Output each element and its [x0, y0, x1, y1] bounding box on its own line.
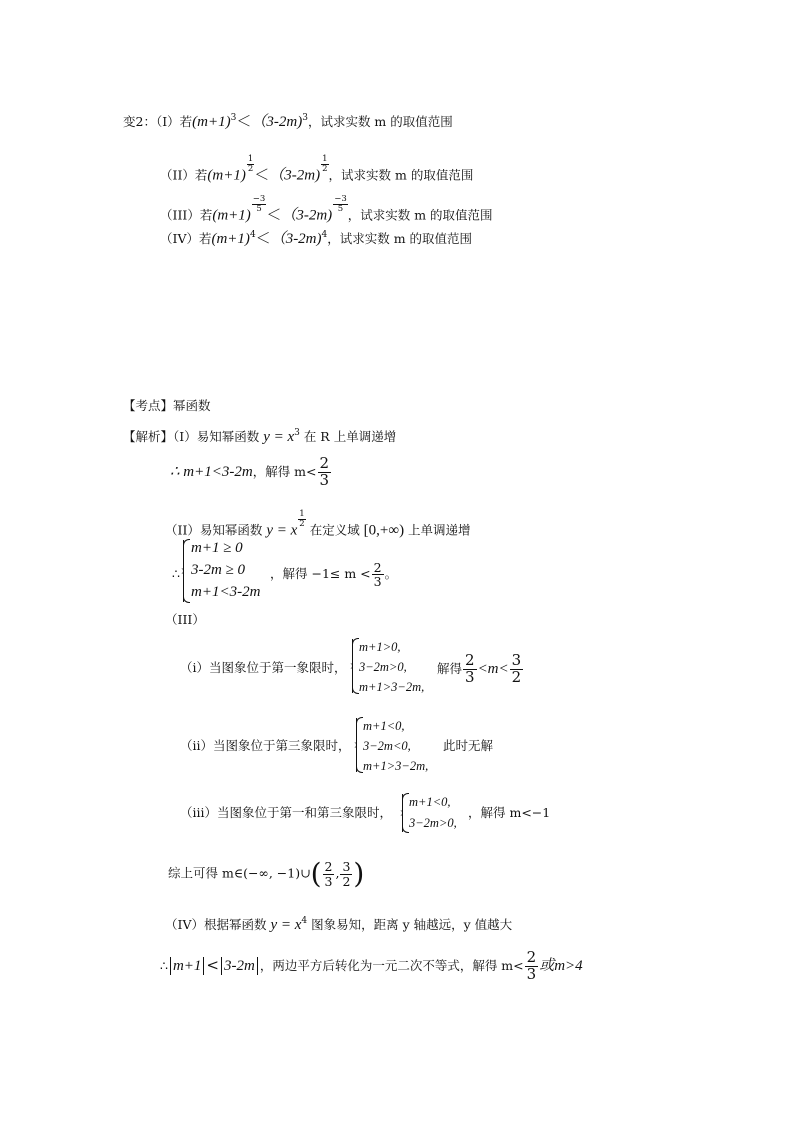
math-expr: 3-2m	[224, 957, 255, 974]
numerator: 2	[465, 651, 475, 669]
text: ，试求实数 m 的取值范围	[328, 167, 474, 183]
s3-case-3-solve: ，解得 m<−1	[468, 805, 551, 820]
text: 若	[199, 207, 213, 223]
therefore-symbol: ∴	[172, 566, 180, 581]
math-expr: <m<	[477, 660, 509, 677]
text: 解得	[437, 660, 463, 676]
system-eq: m+1 ≥ 0	[191, 540, 243, 556]
text: ，试求实数 m 的取值范围	[327, 231, 473, 246]
exponent: 4	[321, 230, 328, 240]
denominator: 3	[465, 667, 475, 686]
numerator: 2	[324, 859, 333, 875]
exponent: 4	[301, 916, 308, 926]
fraction	[318, 456, 332, 489]
jiexi-label: 【解析】	[123, 429, 174, 444]
math-expr: ∴ m+1<3-2m	[170, 463, 253, 480]
math-expr: （3-2m)	[269, 167, 321, 184]
text: ，解得 m<	[252, 463, 317, 479]
text: 若	[194, 167, 208, 183]
lt-sign: ＜	[266, 205, 282, 224]
comma: ,	[335, 865, 340, 881]
denominator: 5	[337, 203, 344, 214]
text: 在定义域	[305, 522, 364, 538]
math-expr: （3-2m)	[281, 207, 333, 224]
fraction	[525, 950, 539, 983]
numerator: 2	[319, 454, 330, 472]
math-expr: 或m>4	[539, 957, 583, 974]
system-eq: m+1<3-2m	[191, 584, 261, 600]
math-expr: （3-2m)	[270, 231, 322, 247]
system-eq: m+1<0,	[363, 719, 405, 733]
problem-line-4	[160, 231, 472, 247]
numerator: 1	[247, 154, 254, 164]
kaodian-text: 幂函数	[173, 398, 211, 413]
system-eq: 3−2m<0,	[363, 739, 411, 753]
numerator: 3	[511, 651, 522, 669]
text: （I）易知幂函数	[173, 429, 264, 444]
text: 上单调递增	[404, 522, 471, 538]
system-eq: m+1>3−2m,	[363, 759, 429, 773]
s3-case-3-text: （iii）当图象位于第一和第三象限时，	[180, 805, 392, 820]
lt-sign: <	[206, 955, 219, 974]
denominator: 3	[526, 964, 537, 983]
denominator: 5	[256, 203, 262, 214]
text: ，试求实数 m 的取值范围	[307, 114, 453, 129]
abs-bar	[203, 957, 204, 975]
math-expr: (m+1)	[192, 114, 231, 130]
math-expr: （3-2m)	[251, 114, 303, 130]
text: ，试求实数 m 的取值范围	[347, 207, 493, 223]
fraction-exponent	[252, 195, 267, 213]
text: 在 R 上单调递增	[299, 429, 397, 444]
denominator: 2	[342, 873, 351, 889]
fraction-exponent	[298, 510, 305, 528]
math-expr: (m+1)	[211, 231, 250, 247]
part-number: （II）	[160, 167, 195, 183]
minus: −	[252, 194, 260, 204]
abs-bar	[170, 957, 171, 975]
math-func: y = x	[270, 917, 302, 933]
numerator: 1	[299, 509, 305, 519]
numerator-value: 3	[341, 194, 347, 204]
exponent: 4	[249, 230, 256, 240]
numerator: 3	[342, 859, 351, 875]
text: ，解得 −1≤ m <	[270, 566, 371, 582]
s3-case-1-text: （i）当图象位于第一象限时，	[180, 660, 347, 675]
math-expr: m+1	[172, 957, 202, 974]
denominator: 3	[373, 574, 382, 590]
numerator: 2	[526, 948, 537, 966]
problem-line-3	[160, 195, 493, 224]
s2-intro-line	[165, 510, 471, 539]
lt-sign: ＜	[236, 112, 252, 130]
abs-bar	[221, 957, 222, 975]
exponent: 3	[230, 113, 237, 123]
s2-solve-line	[270, 561, 397, 588]
right-paren: )	[353, 857, 365, 890]
fraction	[463, 653, 477, 686]
fraction-exponent	[333, 195, 348, 213]
lt-sign: ＜	[254, 165, 270, 184]
s1-step-line	[170, 456, 332, 489]
left-paren: (	[310, 857, 322, 890]
numerator: 1	[322, 154, 328, 164]
domain-interval: [0,+∞)	[363, 522, 405, 539]
math-func: y = x	[266, 522, 298, 539]
fraction-exponent	[321, 155, 328, 173]
denominator: 3	[319, 470, 330, 489]
s3-label: （III）	[165, 612, 205, 627]
s1-intro-line	[123, 429, 396, 445]
fraction	[323, 860, 335, 887]
problem-line-1	[123, 114, 453, 130]
exponent: 3	[302, 113, 308, 123]
math-expr: (m+1)	[212, 207, 251, 224]
problem-label: 变2：	[123, 114, 156, 129]
numerator: 2	[373, 560, 382, 575]
minus: −	[334, 194, 342, 204]
s3-case-2-solve: 此时无解	[443, 738, 494, 753]
text: （II）易知幂函数	[165, 522, 267, 538]
s4-step-line	[160, 950, 583, 983]
fraction	[510, 653, 524, 686]
text: 图象易知，距离 y 轴越远，y 值越大	[307, 917, 513, 932]
text: 若	[198, 231, 212, 246]
s3-case-2-text: （ii）当图象位于第三象限时，	[180, 738, 351, 753]
part-number: （IV）	[160, 231, 199, 246]
s3-case-1-solve	[437, 653, 524, 686]
kaodian-label: 【考点】	[123, 398, 174, 413]
math-expr: (m+1)	[207, 167, 246, 184]
part-number: （III）	[160, 207, 200, 223]
system-eq: m+1>0,	[359, 640, 401, 654]
denominator: 3	[324, 873, 333, 889]
part-number: （I）	[155, 114, 180, 129]
denominator: 2	[322, 163, 328, 174]
math-func: y = x	[263, 429, 295, 445]
system-eq: 3-2m ≥ 0	[191, 562, 246, 578]
lt-sign: ＜	[255, 229, 271, 247]
text: ，两边平方后转化为一元二次不等式，解得 m<	[259, 957, 524, 973]
system-eq: m+1<0,	[409, 795, 451, 809]
text: 。	[384, 566, 398, 582]
exponent: 3	[294, 428, 300, 438]
denominator: 2	[299, 518, 305, 529]
text: 综上可得 m∈(−∞, −1)∪	[168, 865, 311, 881]
numerator-value: 3	[259, 194, 266, 204]
denominator: 2	[511, 667, 522, 686]
kaodian-line	[123, 400, 211, 413]
s4-intro-line	[165, 917, 512, 933]
abs-bar	[257, 957, 258, 975]
system-eq: 3−2m>0,	[409, 816, 457, 830]
system-eq: m+1>3−2m,	[359, 680, 425, 694]
system-eq: 3−2m>0,	[359, 660, 407, 674]
problem-line-2	[160, 155, 473, 184]
s3-summary	[168, 857, 365, 890]
therefore-symbol: ∴	[160, 957, 168, 973]
text: 若	[179, 114, 193, 129]
fraction	[340, 860, 352, 887]
fraction	[372, 561, 384, 588]
text: （IV）根据幂函数	[165, 917, 271, 932]
denominator: 2	[247, 163, 254, 174]
